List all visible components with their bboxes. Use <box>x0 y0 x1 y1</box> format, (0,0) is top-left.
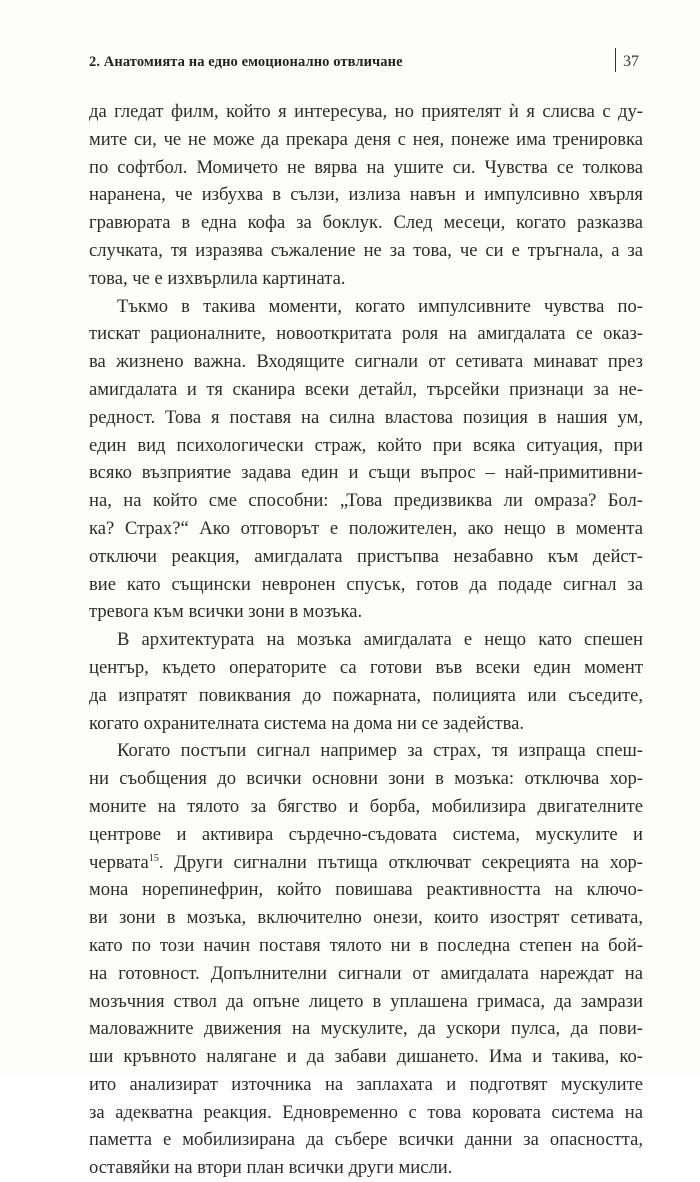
text-line: случката, тя изразява съжаление не за това, че си е тръгнала, а за <box>89 239 643 261</box>
line-text: . Други сигнални пътища отключват секрецията на хор- <box>158 851 643 873</box>
text-line: за адекватна реакция. Едновременно с това коровата система на <box>89 1101 643 1123</box>
text-line: В архитектурата на мозъка амигдалата е нещо като спешен <box>117 629 643 651</box>
text-line: мона норепинефрин, който повишава реактивността на ключо- <box>89 879 643 901</box>
text-line: всяко възприятие задава един и същи въпрос – най-примитивни- <box>89 462 643 484</box>
text-line: тревога към всички зони в мозъка. <box>89 601 363 623</box>
text-line: на готовност. Допълнителни сигнали от амигдалата нареждат на <box>89 962 643 984</box>
paragraph-4 <box>89 737 643 1182</box>
text-line: мозъчния ствол да опъне лицето в уплашена гримаса, да замрази <box>89 990 643 1012</box>
paragraph-3 <box>89 626 643 737</box>
text-line: център, където операторите са готови във всеки един момент <box>89 656 643 678</box>
text-line: паметта е мобилизирана да събере всички данни за опасността, <box>89 1129 643 1151</box>
text-line: амигдалата и тя сканира всеки детайл, търсейки признаци за не- <box>89 378 643 400</box>
paragraph-1 <box>89 98 643 293</box>
running-head <box>89 50 643 74</box>
text-line: оставяйки на втори план всички други мисли. <box>89 1157 453 1179</box>
text-line: редност. Това я поставя на силна властова позиция в нашия ум, <box>89 406 643 428</box>
page-number: 37 <box>623 53 639 70</box>
text-line: като по този начин поставя тялото ни в последна степен на бой- <box>89 934 643 956</box>
header-divider <box>615 48 616 72</box>
text-line: мите си, че не може да прекара деня с нея, понеже има тренировка <box>89 128 643 150</box>
text-line: това, че е изхвърлила картината. <box>89 267 346 289</box>
text-line: Тъкмо в такива моменти, когато импулсивните чувства по- <box>117 295 643 317</box>
text-line: ви зони в мозъка, включително онези, които изострят сетивата, <box>89 907 643 929</box>
text-line: центрове и активира сърдечно-съдовата система, мускулите и <box>89 823 643 845</box>
text-line: вие като същински невронен спусък, готов да подаде сигнал за <box>89 573 643 595</box>
text-line: да гледат филм, който я интересува, но приятелят ѝ я слисва с ду- <box>89 101 643 122</box>
footnote-reference[interactable]: 15 <box>148 852 159 864</box>
text-line-with-footnote <box>89 849 643 877</box>
paragraph-2 <box>89 293 643 627</box>
text-line: гравюрата в една кофа за боклук. След месеци, когато разказва <box>89 212 643 234</box>
text-line: Когато постъпи сигнал например за страх, тя изпраща спеш- <box>117 740 643 762</box>
text-line: тискат рационалните, новооткритата роля на амигдалата се оказ- <box>89 323 643 345</box>
text-line: отключи реакция, амигдалата пристъпва незабавно към дейст- <box>89 545 643 567</box>
text-line: по софтбол. Момичето не вярва на ушите си. Чувства се толкова <box>89 156 643 178</box>
text-line: ни съобщения до всички основни зони в мозъка: отключва хор- <box>89 768 643 790</box>
text-line: наранена, че избухва в сълзи, излиза навън и импулсивно хвърля <box>89 184 643 206</box>
body-text <box>89 98 643 1182</box>
text-line: на, на който сме способни: „Това предизвиква ли омраза? Бол- <box>89 490 643 512</box>
text-line: ши кръвното налягане и да забави дишането. Има и такива, ко- <box>89 1046 643 1068</box>
text-line: когато охранителната система на дома ни се задейства. <box>89 712 525 734</box>
text-line: ка? Страх?“ Ако отговорът е положителен, ако нещо в момента <box>89 517 643 539</box>
text-line: един вид психологически страж, който при всяка ситуация, при <box>89 434 643 456</box>
text-line: моните на тялото за бягство и борба, мобилизира двигателните <box>89 795 643 817</box>
text-line: ва жизнено важна. Входящите сигнали от сетивата минават през <box>89 351 643 373</box>
text-line: ито анализират източника на заплахата и подготвят мускулите <box>89 1073 643 1095</box>
line-text: червата <box>89 851 149 873</box>
text-line: маловажните движения на мускулите, да ускори пулса, да пови- <box>89 1018 643 1040</box>
text-line: да изпратят повиквания до пожарната, полицията или съседите, <box>89 684 643 706</box>
chapter-title: 2. Анатомията на едно емоционално отвличане <box>89 54 403 70</box>
